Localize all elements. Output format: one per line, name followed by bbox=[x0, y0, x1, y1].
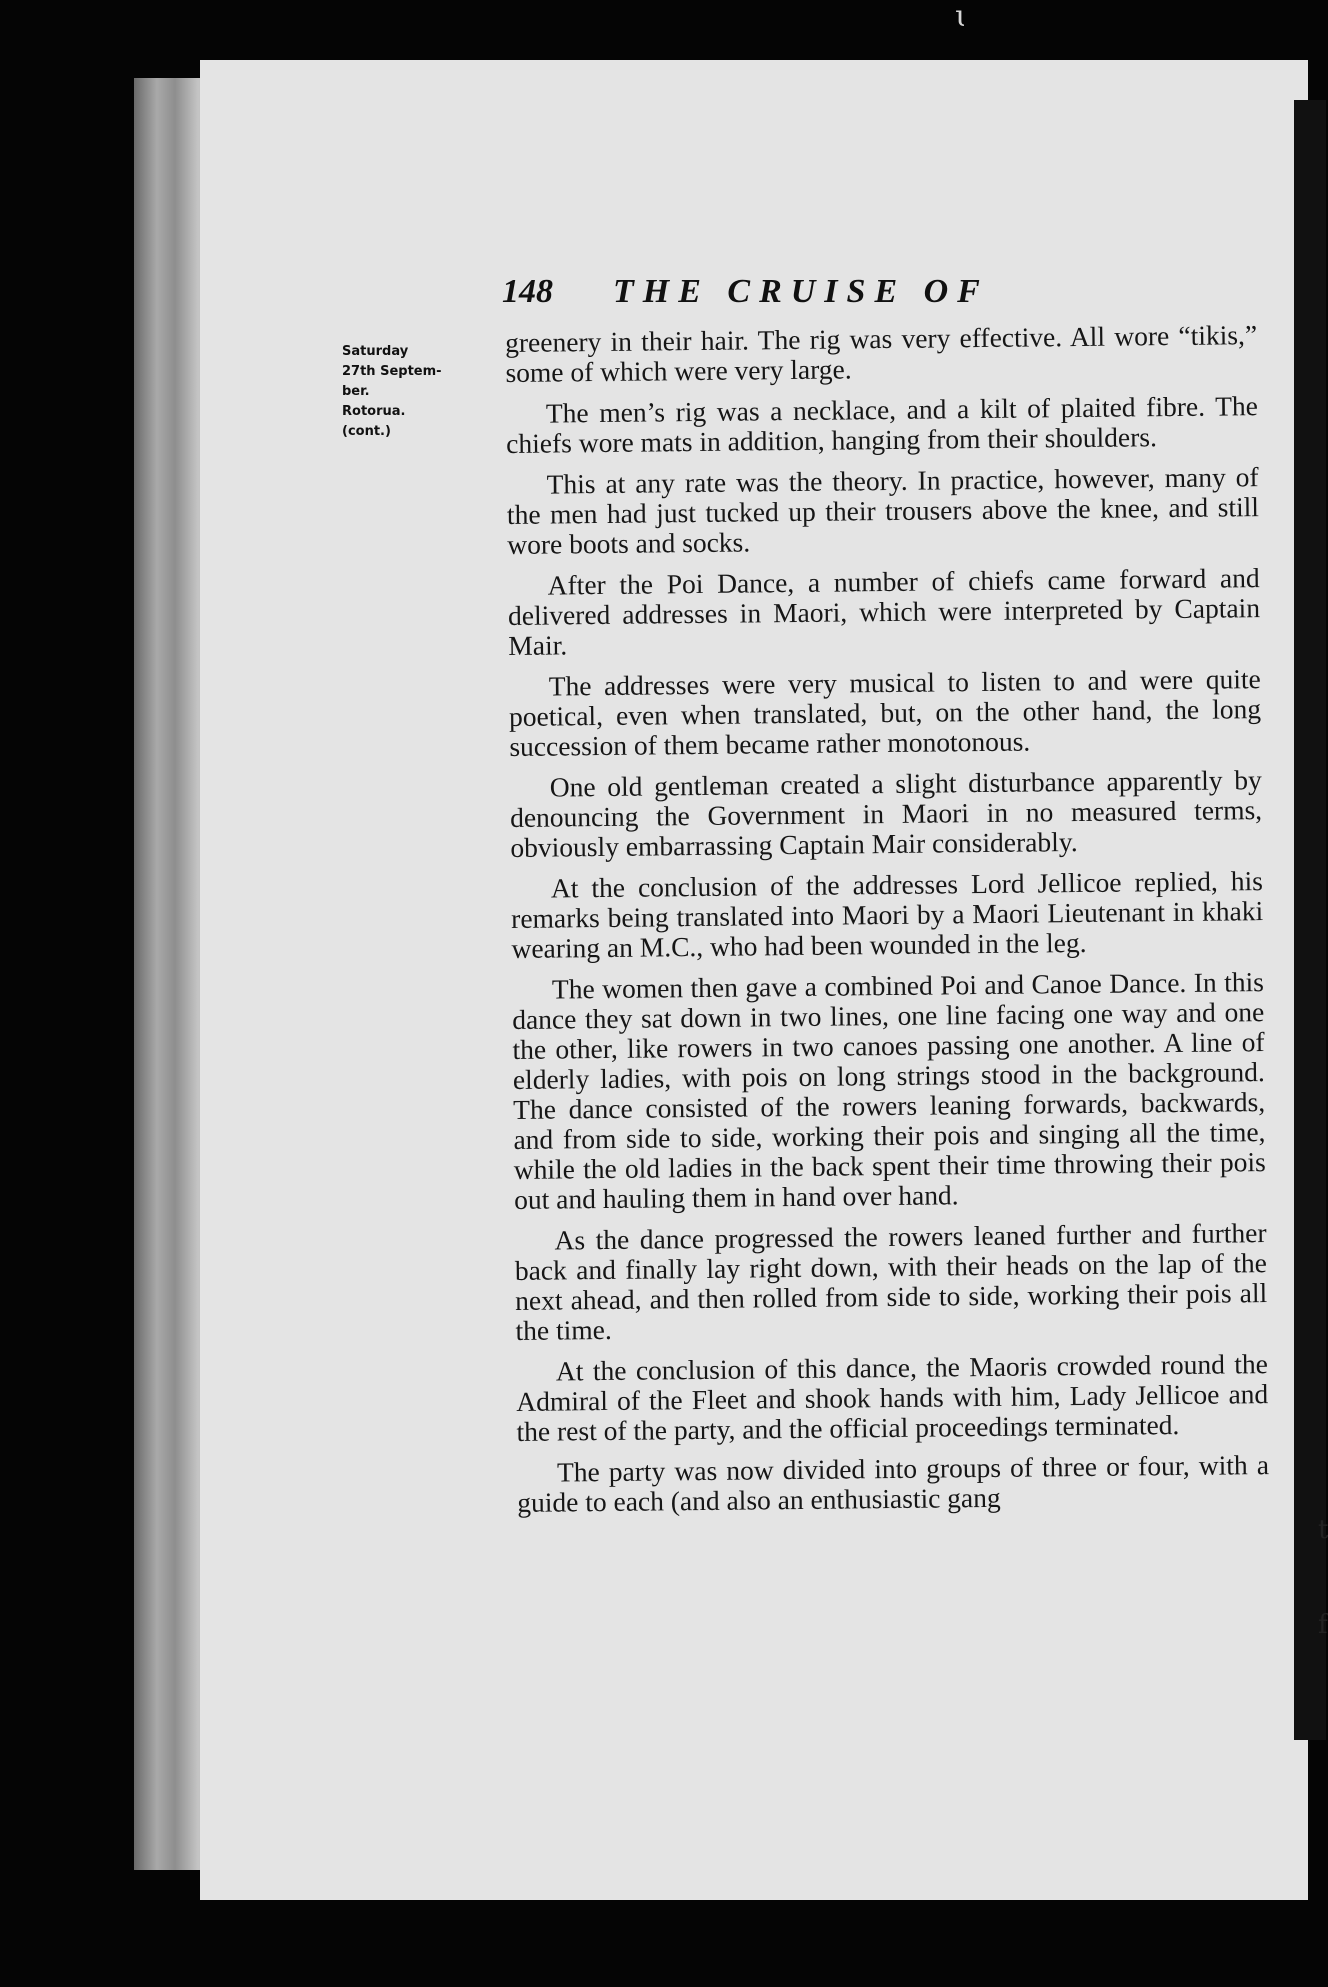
paragraph: The party was now divided into groups of three or four, with a guide to each (and also an enthusiastic gang bbox=[517, 1449, 1270, 1518]
paragraph: One old gentleman created a slight disturbance apparently by denouncing the Government in Maori in no measured terms, obviously embarrassing Captain Mair considerably. bbox=[509, 764, 1263, 863]
margin-note bbox=[342, 342, 482, 442]
margin-note-line: (cont.) bbox=[342, 424, 391, 439]
facing-page-gutter bbox=[1294, 100, 1326, 1740]
facing-page-fragment: t bbox=[1318, 1515, 1328, 1545]
margin-note-line: Saturday bbox=[342, 344, 409, 359]
paragraph: After the Poi Dance, a number of chiefs came forward and delivered addresses in Maori, which were interpreted by Captain Mair. bbox=[507, 562, 1261, 661]
scan-artifact-mark: ɩ bbox=[955, 0, 967, 34]
page-number: 148 bbox=[502, 273, 553, 310]
margin-note-line: Rotorua. bbox=[342, 404, 406, 419]
page-header bbox=[502, 273, 989, 311]
paragraph: The addresses were very musical to listen to and were quite poetical, even when translated, but, on the other hand, the long succession of them became rather monotonous. bbox=[508, 663, 1262, 762]
paragraph: At the conclusion of this dance, the Maoris crowded round the Admiral of the Fleet and shook hands with him, Lady Jellicoe and the rest of the party, and the official proceedings terminated. bbox=[516, 1348, 1269, 1447]
running-title: THE CRUISE OF bbox=[613, 273, 989, 310]
paragraph: greenery in their hair. The rig was very effective. All wore “tikis,” some of which were very large. bbox=[504, 319, 1258, 388]
paragraph: As the dance progressed the rowers leaned further and further back and finally lay right down, with their heads on the lap of the next ahead, and then rolled from side to side, working their pois all the time. bbox=[514, 1217, 1268, 1346]
margin-note-line: ber. bbox=[342, 384, 370, 399]
paragraph: The men’s rig was a necklace, and a kilt of plaited fibre. The chiefs wore mats in addition, hanging from their shoulders. bbox=[506, 390, 1259, 459]
paragraph: This at any rate was the theory. In practice, however, many of the men had just tucked up their trousers above the knee, and still wore boots and socks. bbox=[506, 461, 1260, 560]
body-text bbox=[505, 320, 1270, 1529]
paragraph: At the conclusion of the addresses Lord Jellicoe replied, his remarks being translated into Maori by a Maori Lieutenant in khaki wearing an M.C., who had been wounded in the leg. bbox=[511, 865, 1264, 964]
paragraph: The women then gave a combined Poi and Canoe Dance. In this dance they sat down in two lines, one line facing one way and one the other, like rowers in two canoes passing one another. A line of elderly ladies, with pois on long strings stood in the background. The dance consisted of the rowers leaning forwards, backwards, and from side to side, working their pois and singing all the time, while the old ladies in the back spent their time throwing their pois out and hauling them in hand over hand. bbox=[512, 966, 1266, 1215]
facing-page-fragment: f bbox=[1318, 1610, 1328, 1640]
margin-note-line: 27th Septem- bbox=[342, 364, 442, 379]
